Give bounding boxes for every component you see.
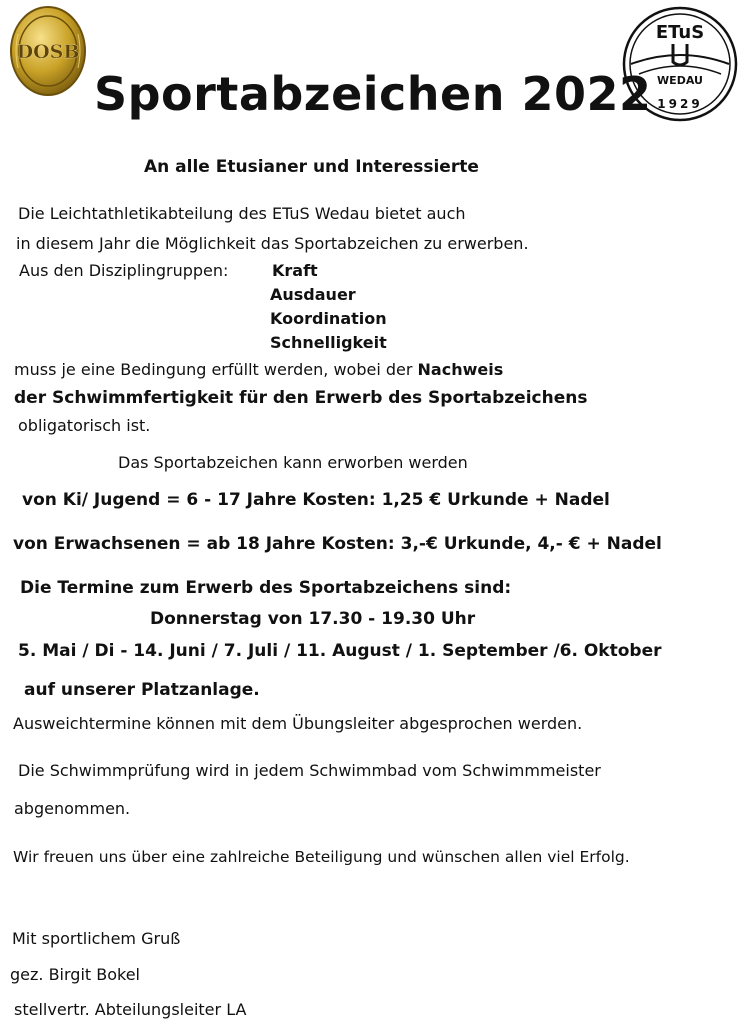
dates-heading: Die Termine zum Erwerb des Sportabzeichens sind: (20, 578, 512, 598)
dosb-logo (8, 4, 88, 98)
signature-greeting: Mit sportlichem Gruß (12, 929, 181, 948)
intro-line-1: Die Leichtathletikabteilung des ETuS Wedau bietet auch (18, 204, 466, 223)
dates-list: 5. Mai / Di - 14. Juni / 7. Juli / 11. August / 1. September /6. Oktober (18, 641, 662, 661)
etus-logo-top-text: ETuS (655, 22, 705, 43)
fee-adults: von Erwachsenen = ab 18 Jahre Kosten: 3,-€ Urkunde, 4,- € + Nadel (13, 534, 662, 554)
alt-dates-note: Ausweichtermine können mit dem Übungsleiter abgesprochen werden. (13, 714, 583, 733)
dates-time: Donnerstag von 17.30 - 19.30 Uhr (150, 609, 476, 629)
condition-text: muss je eine Bedingung erfüllt werden, wobei der (14, 360, 418, 379)
swim-note-2: abgenommen. (14, 799, 131, 818)
discipline-koordination: Koordination (270, 309, 387, 328)
swim-note-1: Die Schwimmprüfung wird in jedem Schwimmbad vom Schwimmmeister (18, 761, 601, 780)
discipline-kraft: Kraft (272, 261, 318, 280)
condition-line-3: obligatorisch ist. (18, 416, 151, 435)
condition-line-1 (14, 360, 503, 380)
condition-line-2: der Schwimmfertigkeit für den Erwerb des Sportabzeichens (14, 388, 588, 408)
intro-line-2: in diesem Jahr die Möglichkeit das Sportabzeichen zu erwerben. (16, 234, 529, 253)
intro-line-3: Aus den Disziplingruppen: (19, 261, 229, 280)
discipline-schnelligkeit: Schnelligkeit (270, 333, 387, 352)
signature-role: stellvertr. Abteilungsleiter LA (14, 1000, 247, 1019)
condition-nachweis: Nachweis (417, 360, 504, 379)
dosb-logo-text: DOSB (16, 41, 80, 63)
page-title: Sportabzeichen 2022 (94, 67, 652, 121)
wish-note: Wir freuen uns über eine zahlreiche Beteiligung und wünschen allen viel Erfolg. (13, 848, 630, 866)
fee-youth: von Ki/ Jugend = 6 - 17 Jahre Kosten: 1,25 € Urkunde + Nadel (22, 490, 610, 510)
etus-logo-middle-text: WEDAU (657, 74, 703, 87)
acquire-text: Das Sportabzeichen kann erworben werden (118, 453, 468, 472)
signature-name: gez. Birgit Bokel (10, 965, 140, 984)
subtitle: An alle Etusianer und Interessierte (144, 157, 479, 177)
discipline-ausdauer: Ausdauer (270, 285, 356, 304)
dates-location: auf unserer Platzanlage. (24, 680, 260, 700)
etus-logo-year: 1929 (657, 97, 703, 111)
